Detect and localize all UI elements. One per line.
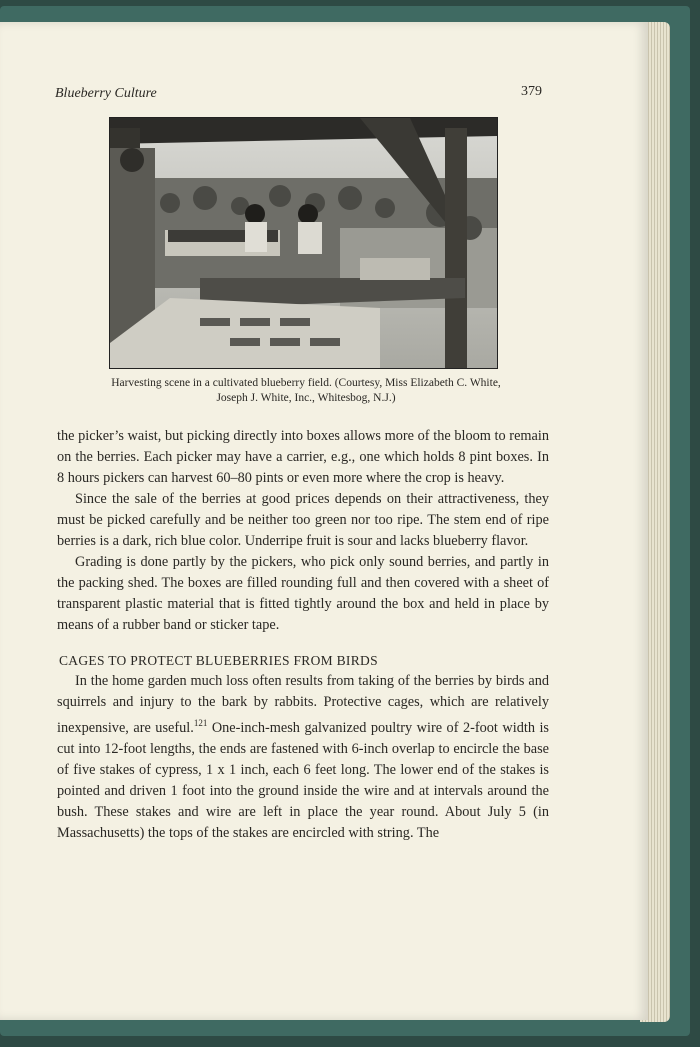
footnote-ref: 121 <box>193 718 208 728</box>
harvest-photo <box>109 117 498 369</box>
section-heading: CAGES TO PROTECT BLUEBERRIES FROM BIRDS <box>59 653 378 668</box>
section-paragraph <box>57 671 549 844</box>
paragraph: Grading is done partly by the pickers, who pick only sound berries, and partly in the packing shed. The boxes are filled rounding full and then covered with a sheet of transparent plastic material that is fitted tightly around the box and held in place by means of a rubber band or sticker tape. <box>57 554 549 633</box>
section-paragraph-part1: In the home garden much loss often results from taking of the berries by birds and squirrels and injury to the bark by rabbits. Protective cages, which are relatively inexpensive, are useful. <box>57 673 549 736</box>
section-paragraph-part2: One-inch-mesh galvanized poultry wire of 2-foot width is cut into 12-foot lengths, the ends are fastened with 6-inch overlap to encircle the base of five stakes of cypress, 1 x 1 inch, each 6 feet long. The lower end of the stakes is pointed and driven 1 foot into the ground inside the wire and at intervals around the bush. These stakes and wire are left in place the year round. About July 5 (in Massachusetts) the tops of the stakes are encircled with string. The <box>57 719 549 841</box>
caption-line-1: Harvesting scene in a cultivated blueberry field. (Courtesy, Miss Elizabeth C. White, <box>111 377 501 389</box>
body-text <box>57 426 549 844</box>
figure-caption <box>60 376 552 406</box>
paragraph: the picker’s waist, but picking directly into boxes allows more of the bloom to remain on the berries. Each picker may have a carrier, e.g., one which holds 8 pint boxes. In 8 hours pickers can harvest 60–80 pints or even more where the crop is heavy. <box>57 428 549 486</box>
book-page <box>0 22 648 1020</box>
caption-line-2: Joseph J. White, Inc., Whitesbog, N.J.) <box>216 392 396 404</box>
running-title: Blueberry Culture <box>55 86 157 101</box>
paragraph: Since the sale of the berries at good prices depends on their attractiveness, they must be picked carefully and be neither too green nor too ripe. The stem end of ripe berries is a dark, rich blue color. Underripe fruit is sour and lacks blueberry flavor. <box>57 491 549 549</box>
page-number: 379 <box>521 84 542 99</box>
harvest-photo-illustration <box>110 118 497 368</box>
